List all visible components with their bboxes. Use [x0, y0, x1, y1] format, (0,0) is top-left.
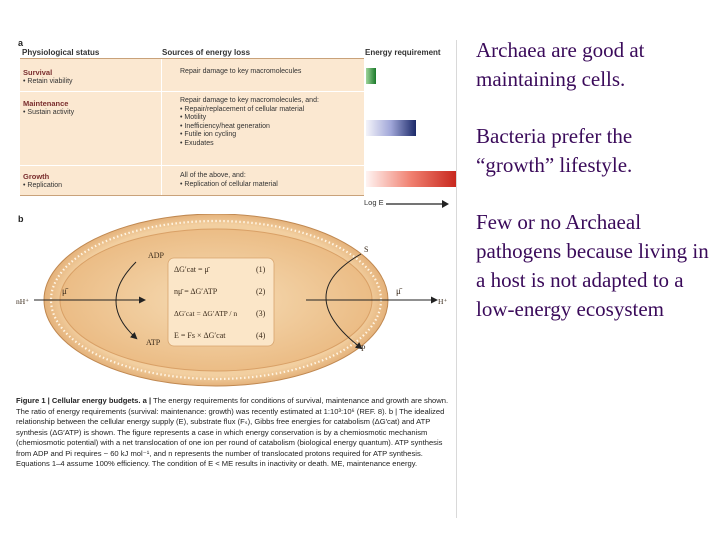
- label-ion-right: H⁺: [438, 297, 448, 306]
- bullet-archaeal-pathogens: Few or no Archaeal pathogens because living in a host is not adapted to a low-energy ecosystem: [476, 210, 709, 321]
- table-row-growth: [20, 165, 364, 195]
- source-list: [180, 68, 301, 77]
- caption-text: The energy requirements for conditions of survival, maintenance and growth are shown. The ratio of energy requirements (survival: maintenance: growth) was recently estimated at 1:10³:10⁶ (REF. 8). b | The idealized relationship between the cellular energy supply (E), substrate flux (Fₛ), Gibbs free energies for catabolism (ΔG′cat) and ATP synthesis (ΔG′ATP) is shown. The figure represents a case in which energy conservation is by a chemiosmotic mechanism (chemiosmotic potential) with a net translocation of one ion per round of catabolism (biological energy quantum). ATP synthesis from ADP and Pi requires ~ 60 kJ mol⁻¹, and n represents the number of translocated protons required for ATP synthesis. Equations 1–4 assume 100% efficiency. The condition of E < ME results in inactivity or death. ME, maintenance energy.: [16, 396, 449, 468]
- status-title: Growth: [23, 172, 50, 181]
- caption-lead: Figure 1 | Cellular energy budgets. a |: [16, 396, 152, 405]
- table-row-maintenance: [20, 91, 364, 166]
- source-line: • Futile ion cycling: [180, 131, 237, 139]
- table-row-survival: [20, 59, 364, 92]
- energy-bar-growth: [366, 171, 456, 187]
- status-title: Survival: [23, 68, 53, 77]
- status-detail: • Retain viability: [23, 78, 73, 85]
- header-sources-energy-loss: Sources of energy loss: [162, 48, 251, 57]
- equation-2-number: (2): [256, 287, 266, 296]
- source-line: • Replication of cellular material: [180, 180, 278, 188]
- log-e-arrow-icon: [384, 198, 450, 210]
- axis-label-log-e: Log E: [364, 198, 384, 207]
- label-mu-left: μ̄: [62, 286, 67, 296]
- figure-edge-line: [456, 40, 457, 518]
- energy-table: [20, 58, 364, 196]
- source-line: Repair damage to key macromolecules, and:: [180, 97, 319, 104]
- equation-2: nμ̄ = ΔG′ATP: [174, 287, 218, 296]
- equation-3-number: (3): [256, 309, 266, 318]
- label-s: S: [364, 245, 369, 254]
- panel-a-letter: a: [18, 38, 24, 48]
- source-line: • Repair/replacement of cellular material: [180, 105, 305, 113]
- energy-bar-maintenance: [366, 120, 416, 136]
- status-detail: • Sustain activity: [23, 109, 75, 116]
- header-energy-requirement: Energy requirement: [365, 48, 441, 57]
- equation-4-number: (4): [256, 331, 266, 340]
- figure-caption: [16, 396, 458, 470]
- bullet-bacteria-growth: Bacteria prefer the “growth” lifestyle.: [476, 124, 633, 177]
- equation-3: ΔG′cat = ΔG′ATP / n: [174, 309, 238, 318]
- source-line: • Motility: [180, 114, 207, 122]
- header-physiological-status: Physiological status: [22, 48, 100, 57]
- label-p: P: [361, 344, 366, 353]
- source-line: All of the above, and:: [180, 172, 246, 179]
- equation-4: E = Fs × ΔG′cat: [174, 331, 226, 340]
- label-atp: ATP: [146, 338, 161, 347]
- source-line: Repair damage to key macromolecules: [180, 68, 302, 75]
- label-ion-left: nH⁺: [16, 297, 30, 306]
- status-title: Maintenance: [23, 99, 69, 108]
- label-adp: ADP: [148, 251, 165, 260]
- status-detail: • Replication: [23, 182, 63, 189]
- equation-1: ΔG′cat = μ̄: [174, 265, 209, 274]
- source-list: [180, 172, 278, 189]
- source-list: [180, 97, 319, 149]
- source-line: • Inefficiency/heat generation: [180, 122, 270, 130]
- panel-b-letter: b: [18, 214, 24, 224]
- source-line: • Exudates: [180, 139, 214, 147]
- cell-diagram: [16, 214, 456, 392]
- energy-bar-survival: [366, 68, 376, 84]
- equation-1-number: (1): [256, 265, 266, 274]
- label-mu-right: μ̄: [396, 286, 401, 296]
- bullet-archaea-maintain: Archaea are good at maintaining cells.: [476, 38, 645, 91]
